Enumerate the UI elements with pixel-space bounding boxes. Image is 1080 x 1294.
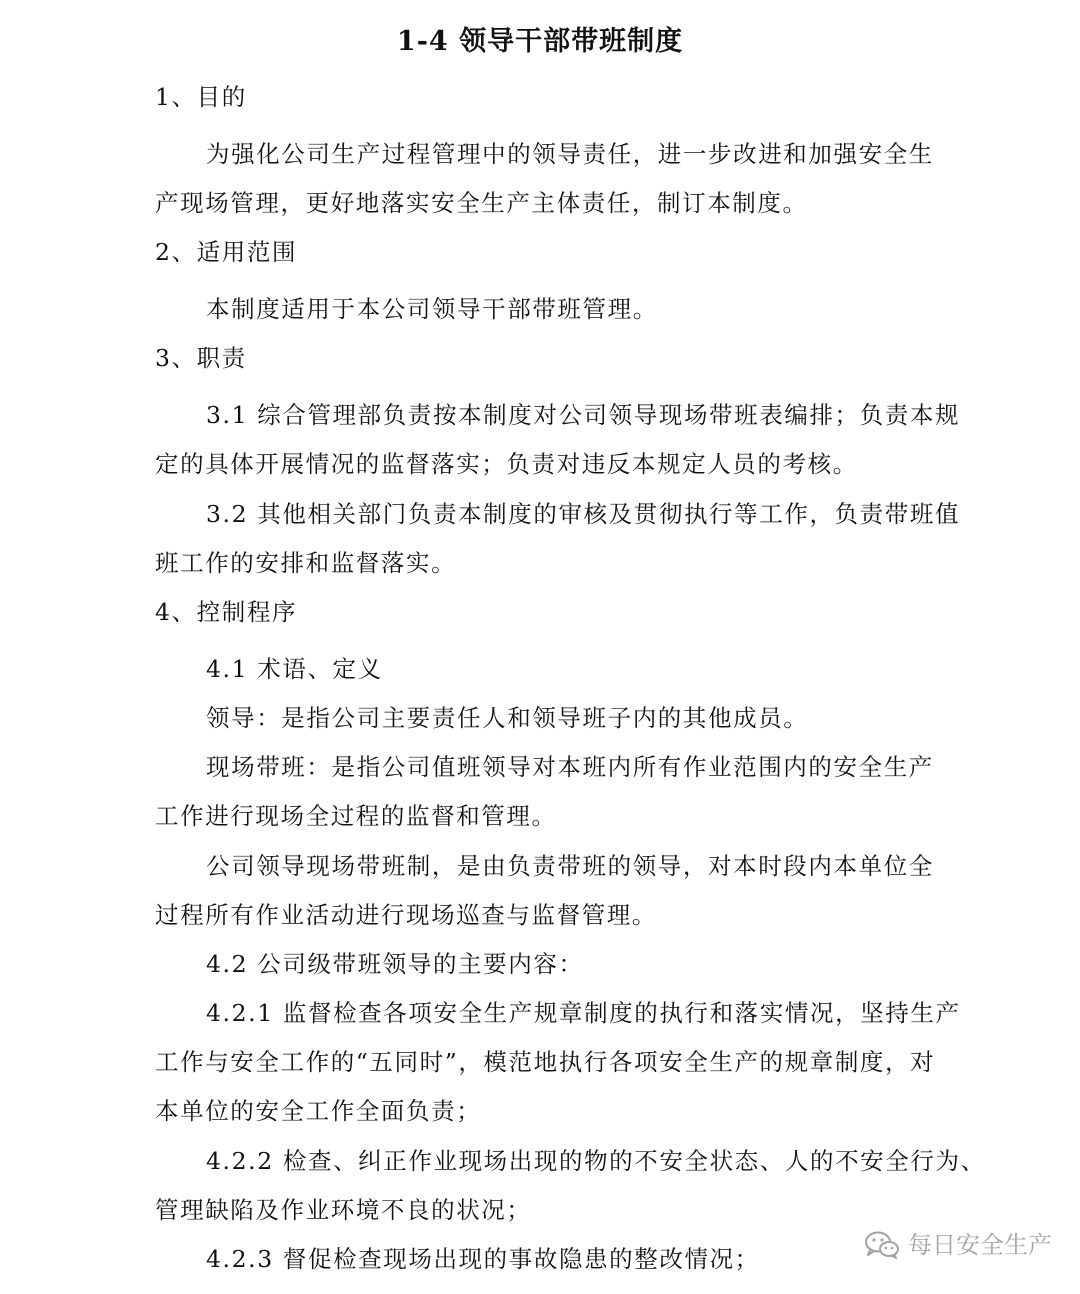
paragraph-line: 本制度适用于本公司领导干部带班管理。 [206, 295, 658, 323]
paragraph-line: 工作进行现场全过程的监督和管理。 [155, 802, 557, 830]
paragraph-line: 4.2.1 监督检查各项安全生产规章制度的执行和落实情况，坚持生产 [206, 999, 961, 1027]
section-heading-scope: 2、适用范围 [155, 238, 298, 266]
subsection-heading: 4.2 公司级带班领导的主要内容： [206, 950, 584, 978]
paragraph-line: 4.2.3 督促检查现场出现的事故隐患的整改情况； [206, 1245, 760, 1273]
paragraph-line: 领导：是指公司主要责任人和领导班子内的其他成员。 [206, 704, 809, 732]
paragraph-line: 管理缺陷及作业环境不良的状况； [155, 1196, 532, 1224]
paragraph-line: 3.2 其他相关部门负责本制度的审核及贯彻执行等工作，负责带班值 [206, 500, 961, 528]
watermark [864, 1230, 1052, 1260]
paragraph-line: 现场带班：是指公司值班领导对本班内所有作业范围内的安全生产 [206, 753, 934, 781]
paragraph-line: 工作与安全工作的“五同时”，模范地执行各项安全生产的规章制度，对 [155, 1048, 936, 1076]
paragraph-line: 班工作的安排和监督落实。 [155, 549, 457, 577]
paragraph-line: 4.2.2 检查、纠正作业现场出现的物的不安全状态、人的不安全行为、 [206, 1147, 986, 1175]
watermark-text: 每日安全生产 [908, 1231, 1052, 1259]
section-heading-procedure: 4、控制程序 [155, 598, 298, 626]
paragraph-line: 本单位的安全工作全面负责； [155, 1097, 482, 1125]
section-heading-duties: 3、职责 [155, 344, 247, 372]
paragraph-line: 定的具体开展情况的监督落实；负责对违反本规定人员的考核。 [155, 450, 858, 478]
paragraph-line: 公司领导现场带班制，是由负责带班的领导，对本时段内本单位全 [206, 852, 934, 880]
subsection-heading: 4.1 术语、定义 [206, 655, 383, 683]
wechat-icon [864, 1230, 900, 1260]
paragraph-line: 产现场管理，更好地落实安全生产主体责任，制订本制度。 [155, 189, 808, 217]
paragraph-line: 过程所有作业活动进行现场巡查与监督管理。 [155, 901, 657, 929]
document-title: 1-4 领导干部带班制度 [396, 26, 684, 57]
paragraph-line: 3.1 综合管理部负责按本制度对公司领导现场带班表编排；负责本规 [206, 401, 961, 429]
section-heading-purpose: 1、目的 [155, 83, 247, 111]
paragraph-line: 为强化公司生产过程管理中的领导责任，进一步改进和加强安全生 [206, 140, 934, 168]
